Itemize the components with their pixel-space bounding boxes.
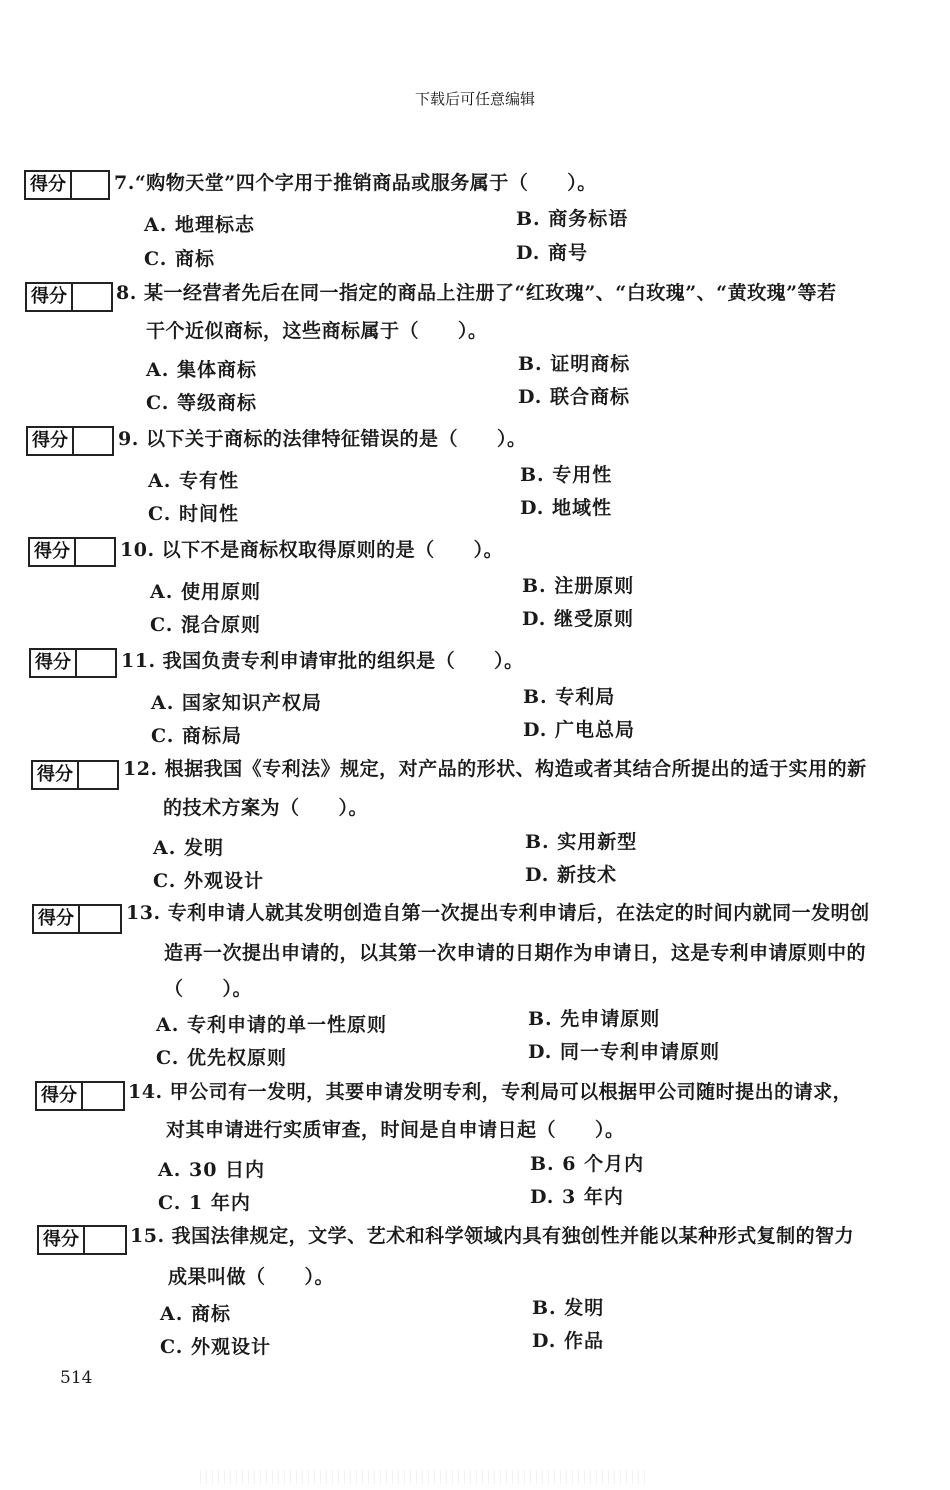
- score-box: [29, 648, 117, 678]
- score-blank-field[interactable]: [80, 906, 120, 932]
- score-blank-field[interactable]: [72, 172, 108, 198]
- score-box: [26, 426, 114, 456]
- option-b[interactable]: B. 6 个月内: [530, 1153, 645, 1175]
- question-stem: 15. 我国法律规定，文学、艺术和科学领域内具有独创性并能以某种形式复制的智力: [130, 1225, 855, 1247]
- score-label: 得分: [34, 906, 80, 932]
- option-a[interactable]: A. 发明: [153, 837, 224, 859]
- option-d[interactable]: D. 联合商标: [518, 386, 631, 408]
- option-a[interactable]: A. 集体商标: [146, 359, 257, 381]
- score-box: [32, 904, 122, 934]
- option-d[interactable]: D. 商号: [516, 242, 589, 264]
- question-stem: 14. 甲公司有一发明，其要申请发明专利，专利局可以根据甲公司随时提出的请求，: [128, 1081, 853, 1103]
- option-b[interactable]: B. 专利局: [523, 686, 616, 708]
- score-label: 得分: [31, 650, 77, 676]
- option-d[interactable]: D. 继受原则: [522, 608, 635, 630]
- score-label: 得分: [33, 762, 79, 788]
- option-b[interactable]: B. 商务标语: [516, 208, 629, 230]
- score-box: [24, 170, 110, 200]
- score-blank-field[interactable]: [73, 284, 111, 310]
- score-blank-field[interactable]: [76, 539, 114, 565]
- option-c[interactable]: C. 外观设计: [153, 870, 265, 892]
- question-stem: 11. 我国负责专利申请审批的组织是（ ）。: [121, 650, 524, 672]
- option-d[interactable]: D. 地域性: [520, 497, 613, 519]
- score-box: [35, 1081, 125, 1111]
- option-c[interactable]: C. 混合原则: [150, 614, 262, 636]
- question-stem: 8. 某一经营者先后在同一指定的商品上注册了“红玫瑰”、“白玫瑰”、“黄玫瑰”等若: [116, 282, 837, 304]
- score-box: [28, 537, 116, 567]
- option-b[interactable]: B. 先申请原则: [528, 1008, 661, 1030]
- score-box: [31, 760, 119, 790]
- question-stem: 9. 以下关于商标的法律特征错误的是（ ）。: [118, 428, 527, 450]
- question-stem-continued: 造再一次提出申请的，以其第一次申请的日期作为申请日，这是专利申请原则中的: [164, 942, 867, 964]
- option-a[interactable]: A. 商标: [160, 1303, 231, 1325]
- score-box: [37, 1225, 127, 1255]
- page-number: 514: [60, 1368, 93, 1388]
- score-label: 得分: [30, 539, 76, 565]
- option-b[interactable]: B. 发明: [532, 1297, 605, 1319]
- option-b[interactable]: B. 实用新型: [525, 831, 638, 853]
- option-a[interactable]: A. 专有性: [148, 470, 239, 492]
- option-a[interactable]: A. 专利申请的单一性原则: [156, 1014, 387, 1036]
- option-c[interactable]: C. 外观设计: [160, 1336, 272, 1358]
- option-c[interactable]: C. 商标局: [151, 725, 243, 747]
- option-a[interactable]: A. 30 日内: [158, 1159, 266, 1181]
- option-b[interactable]: B. 注册原则: [522, 575, 635, 597]
- option-d[interactable]: D. 3 年内: [530, 1186, 624, 1208]
- question-stem-continued: 成果叫做（ ）。: [168, 1266, 335, 1288]
- option-d[interactable]: D. 作品: [532, 1330, 605, 1352]
- header-note: 下载后可任意编辑: [414, 90, 535, 108]
- scan-noise: [200, 1470, 650, 1484]
- option-a[interactable]: A. 地理标志: [144, 214, 255, 236]
- score-label: 得分: [39, 1227, 85, 1253]
- question-stem-continued: （ ）。: [164, 978, 253, 1000]
- option-c[interactable]: C. 1 年内: [158, 1192, 251, 1214]
- question-stem: 12. 根据我国《专利法》规定，对产品的形状、构造或者其结合所提出的适于实用的新: [123, 758, 867, 780]
- score-blank-field[interactable]: [74, 428, 112, 454]
- option-a[interactable]: A. 使用原则: [150, 581, 261, 603]
- question-stem-continued: 对其申请进行实质审查，时间是自申请日起（ ）。: [166, 1119, 625, 1141]
- question-stem: 10. 以下不是商标权取得原则的是（ ）。: [120, 539, 504, 561]
- score-blank-field[interactable]: [79, 762, 117, 788]
- option-b[interactable]: B. 专用性: [520, 464, 613, 486]
- score-label: 得分: [27, 284, 73, 310]
- option-d[interactable]: D. 新技术: [525, 864, 618, 886]
- option-c[interactable]: C. 优先权原则: [156, 1047, 288, 1069]
- option-a[interactable]: A. 国家知识产权局: [151, 692, 322, 714]
- question-stem-continued: 的技术方案为（ ）。: [163, 797, 369, 819]
- score-label: 得分: [28, 428, 74, 454]
- score-box: [25, 282, 113, 312]
- option-c[interactable]: C. 等级商标: [146, 392, 258, 414]
- score-blank-field[interactable]: [85, 1227, 125, 1253]
- option-b[interactable]: B. 证明商标: [518, 353, 631, 375]
- score-blank-field[interactable]: [83, 1083, 123, 1109]
- option-c[interactable]: C. 时间性: [148, 503, 240, 525]
- score-label: 得分: [37, 1083, 83, 1109]
- question-stem: 7.“购物天堂”四个字用于推销商品或服务属于（ ）。: [114, 172, 597, 194]
- option-d[interactable]: D. 广电总局: [523, 719, 636, 741]
- score-label: 得分: [26, 172, 72, 198]
- question-stem-continued: 干个近似商标，这些商标属于（ ）。: [146, 320, 488, 342]
- question-stem: 13. 专利申请人就其发明创造自第一次提出专利申请后，在法定的时间内就同一发明创: [126, 902, 870, 924]
- option-c[interactable]: C. 商标: [144, 248, 216, 270]
- score-blank-field[interactable]: [77, 650, 115, 676]
- option-d[interactable]: D. 同一专利申请原则: [528, 1041, 721, 1063]
